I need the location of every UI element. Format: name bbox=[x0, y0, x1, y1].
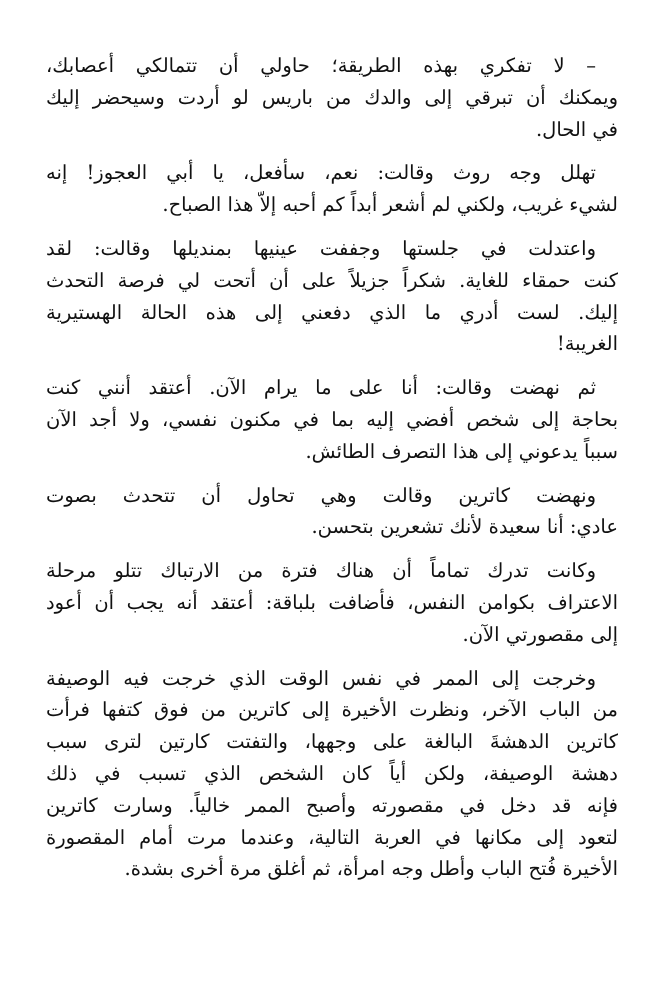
text-line: الاعتراف بكوامن النفس، فأضافت بلباقة: أعتقد أنه يجب أن أعود bbox=[46, 590, 618, 614]
text-line: ويمكنك أن تبرقي إلى والدك من باريس لو أردت وسيحضر إليك bbox=[46, 85, 618, 109]
text-line: إليك. لست أدري ما الذي دفعني إلى هذه الحالة الهستيرية bbox=[46, 300, 618, 324]
paragraph-4 bbox=[46, 372, 618, 467]
paragraph-6 bbox=[46, 555, 618, 650]
text-line: عادي: أنا سعيدة لأنك تشعرين بتحسن. bbox=[311, 515, 618, 539]
text-line: من الباب الآخر، ونظرت الأخيرة إلى كاترين من فوق كتفها فرأت bbox=[46, 698, 618, 722]
text-line: لشيء غريب، ولكني لم أشعر أبداً كم أحبه إلاّ هذا الصباح. bbox=[162, 193, 618, 217]
paragraph-2 bbox=[46, 157, 618, 221]
text-line: سبباً يدعوني إلى هذا التصرف الطائش. bbox=[305, 439, 618, 463]
paragraph-1 bbox=[46, 50, 618, 145]
text-line: فإنه قد دخل في مقصورته وأصبح الممر خالياً. وسارت كاترين bbox=[46, 793, 618, 817]
text-line: وكانت تدرك تماماً أن هناك فترة من الارتباك تتلو مرحلة bbox=[46, 559, 596, 583]
text-line: ثم نهضت وقالت: أنا على ما يرام الآن. أعتقد أنني كنت bbox=[46, 376, 596, 400]
text-line: لتعود إلى مكانها في العربة التالية، وعندما مرت أمام المقصورة bbox=[46, 825, 618, 849]
paragraph-3 bbox=[46, 233, 618, 360]
text-line: الأخيرة فُتح الباب وأطل وجه امرأة، ثم أغلق مرة أخرى بشدة. bbox=[124, 857, 618, 881]
text-line: تهلل وجه روث وقالت: نعم، سأفعل، يا أبي العجوز! إنه bbox=[46, 161, 596, 185]
text-line: دهشة الوصيفة، ولكن أياً كان الشخص الذي تسبب في ذلك bbox=[46, 761, 618, 785]
book-page-text bbox=[46, 50, 618, 897]
paragraph-5 bbox=[46, 480, 618, 544]
paragraph-7 bbox=[46, 663, 618, 886]
text-line: واعتدلت في جلستها وجففت عينيها بمنديلها وقالت: لقد bbox=[46, 236, 596, 260]
text-line: كنت حمقاء للغاية. شكراً جزيلاً على أن أتحت لي فرصة التحدث bbox=[46, 268, 618, 292]
text-line: – لا تفكري بهذه الطريقة؛ حاولي أن تتمالكي أعصابك، bbox=[46, 54, 596, 77]
text-line: بحاجة إلى شخص أفضي إليه بما في مكنون نفسي، ولا أجد الآن bbox=[46, 407, 618, 431]
text-line: ونهضت كاترين وقالت وهي تحاول أن تتحدث بصوت bbox=[46, 483, 596, 507]
text-line: وخرجت إلى الممر في نفس الوقت الذي خرجت فيه الوصيفة bbox=[46, 666, 596, 690]
text-line: الغريبة! bbox=[556, 332, 618, 356]
text-line: إلى مقصورتي الآن. bbox=[462, 622, 618, 646]
text-line: في الحال. bbox=[535, 117, 618, 141]
text-line: كاترين الدهشةَ البالغة على وجهها، والتفتت كارتين لترى سبب bbox=[46, 730, 618, 754]
